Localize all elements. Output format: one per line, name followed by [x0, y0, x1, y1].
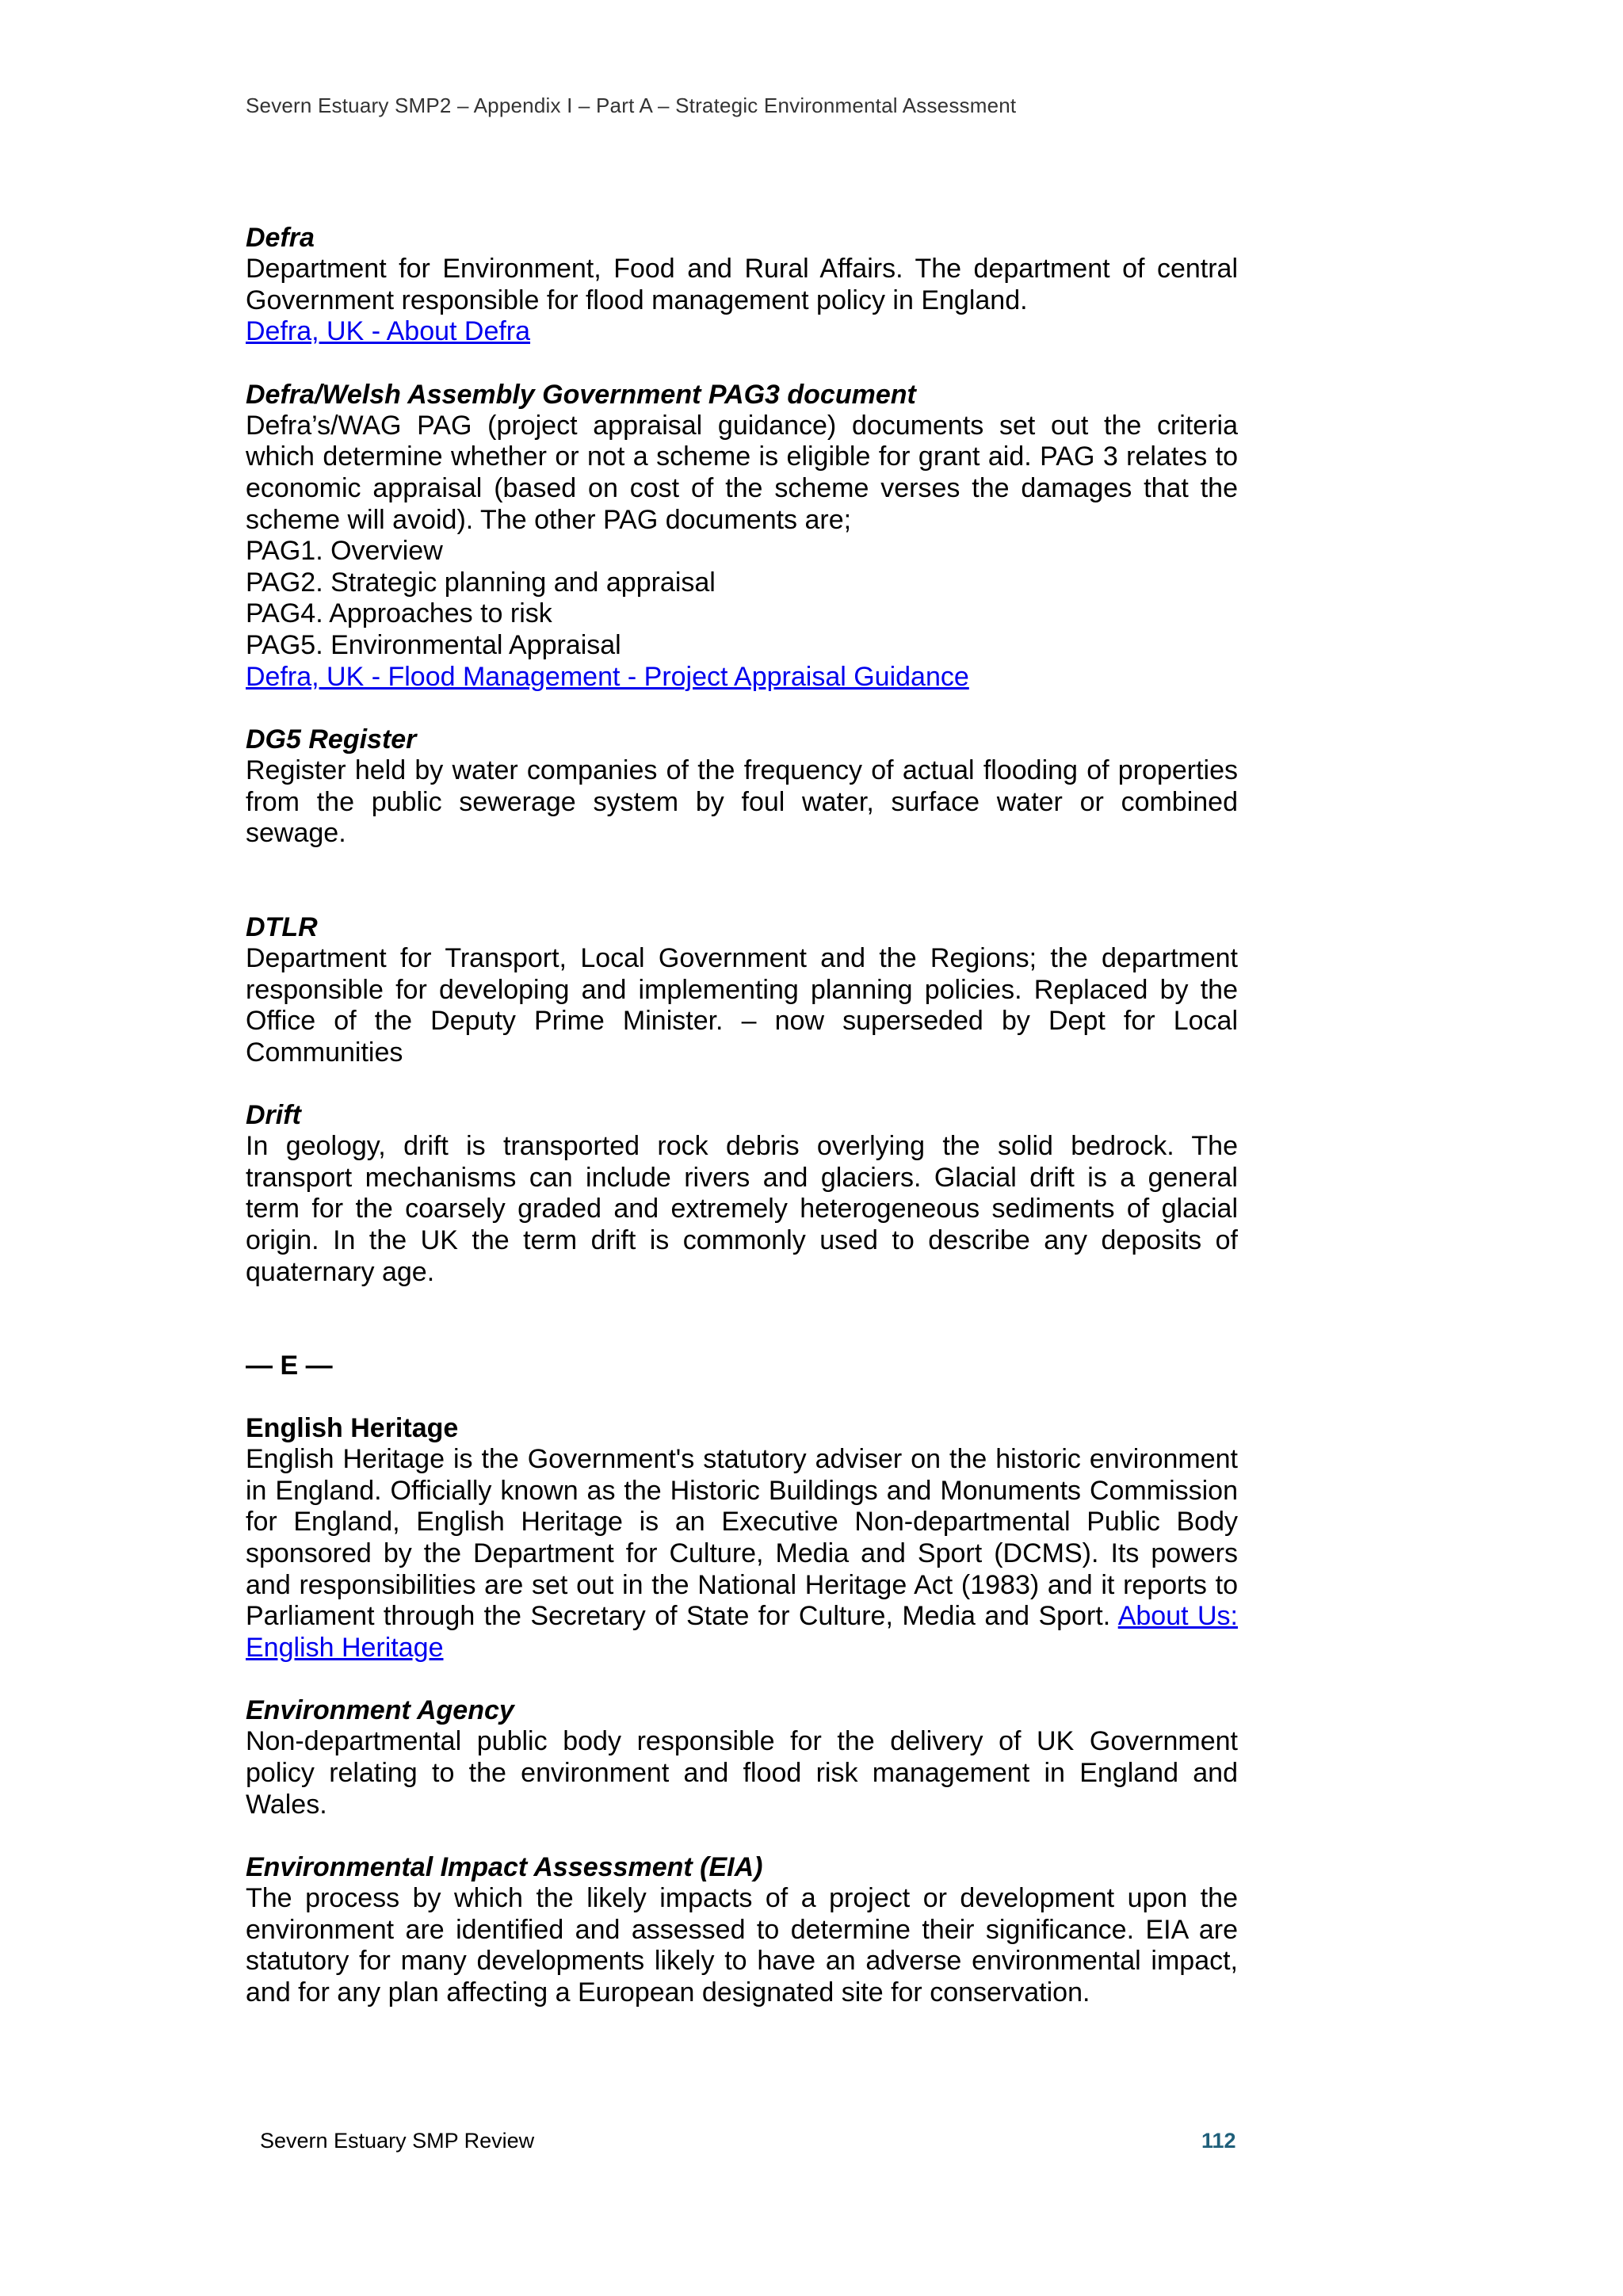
definition-text: English Heritage is the Government's statutory adviser on the historic environment in England. Officially known as the Historic Buildings and Monuments Commission for England, English Heritage is an Executive Non-departmental Public Body sponsored by the Department for Culture, Media and Sport (DCMS). Its powers and responsibilities are set out in the National Heritage Act (1983) and it reports to Parliament through the Secretary of State for Culture, Media and Sport. — [246, 1444, 1238, 1632]
term-heading: Defra — [246, 223, 315, 253]
list-item: PAG1. Overview — [246, 536, 443, 567]
glossary-entry-english-heritage — [246, 1412, 1238, 1664]
glossary-entry-eia — [246, 1851, 1238, 2008]
term-definition: In geology, drift is transported rock debris overlying the solid bedrock. The transport mechanisms can include rivers and glaciers. Glacial drift is a general term for the coarsely graded and extremely heterogeneous sediments of glacial origin. In the UK the term drift is commonly used to describe any deposits of quaternary age. — [246, 1131, 1238, 1287]
term-heading: English Heritage — [246, 1413, 459, 1444]
term-heading: DTLR — [246, 911, 318, 942]
footer-title: Severn Estuary SMP Review — [260, 2129, 535, 2153]
glossary-entry-dtlr — [246, 911, 1238, 1068]
list-item: PAG5. Environmental Appraisal — [246, 629, 621, 660]
term-definition — [246, 1444, 1238, 1664]
glossary-entry-environment-agency — [246, 1694, 1238, 1820]
section-letter-e: — E — — [246, 1350, 333, 1381]
glossary-entry-pag3 — [246, 379, 1238, 693]
term-heading: DG5 Register — [246, 724, 417, 755]
term-definition: Defra’s/WAG PAG (project appraisal guidance) documents set out the criteria which determine whether or not a scheme is eligible for grant aid. PAG 3 relates to economic appraisal (based on cost of the scheme verses the damages that the scheme will avoid). The other PAG documents are; — [246, 410, 1238, 535]
term-definition: Department for Environment, Food and Rural Affairs. The department of central Government responsible for flood management policy in England. — [246, 254, 1238, 315]
english-heritage-link[interactable]: About Us: English Heritage — [246, 1601, 1238, 1663]
glossary-entry-dg5 — [246, 724, 1238, 850]
list-item: PAG2. Strategic planning and appraisal — [246, 567, 716, 598]
term-definition: Department for Transport, Local Government and the Regions; the department responsible for developing and implementing planning policies. Replaced by the Office of the Deputy Prime Minister. – now superseded by Dept for Local Communities — [246, 942, 1238, 1068]
page-number: 112 — [1201, 2129, 1236, 2153]
project-appraisal-guidance-link[interactable]: Defra, UK - Flood Management - Project Appraisal Guidance — [246, 661, 969, 692]
term-heading: Drift — [246, 1100, 301, 1131]
glossary-content — [246, 222, 1238, 2040]
term-definition: Register held by water companies of the frequency of actual flooding of properties from the public sewerage system by foul water, surface water or combined sewage. — [246, 755, 1238, 849]
defra-about-link[interactable]: Defra, UK - About Defra — [246, 316, 531, 347]
term-definition: The process by which the likely impacts of a project or development upon the environment are identified and assessed to determine their significance. EIA are statutory for many developments likely to have an adverse environmental impact, and for any plan affecting a European designated site for conservation. — [246, 1883, 1238, 2008]
term-heading: Environment Agency — [246, 1695, 514, 1726]
page-header: Severn Estuary SMP2 – Appendix I – Part A – Strategic Environmental Assessment — [246, 94, 1017, 117]
list-item: PAG4. Approaches to risk — [246, 598, 552, 629]
glossary-entry-defra — [246, 222, 1238, 348]
term-definition: Non-departmental public body responsible for the delivery of UK Government policy relating to the environment and flood risk management in England and Wales. — [246, 1726, 1238, 1820]
term-heading: Environmental Impact Assessment (EIA) — [246, 1852, 763, 1883]
glossary-entry-drift — [246, 1099, 1238, 1288]
term-heading: Defra/Welsh Assembly Government PAG3 document — [246, 379, 916, 410]
